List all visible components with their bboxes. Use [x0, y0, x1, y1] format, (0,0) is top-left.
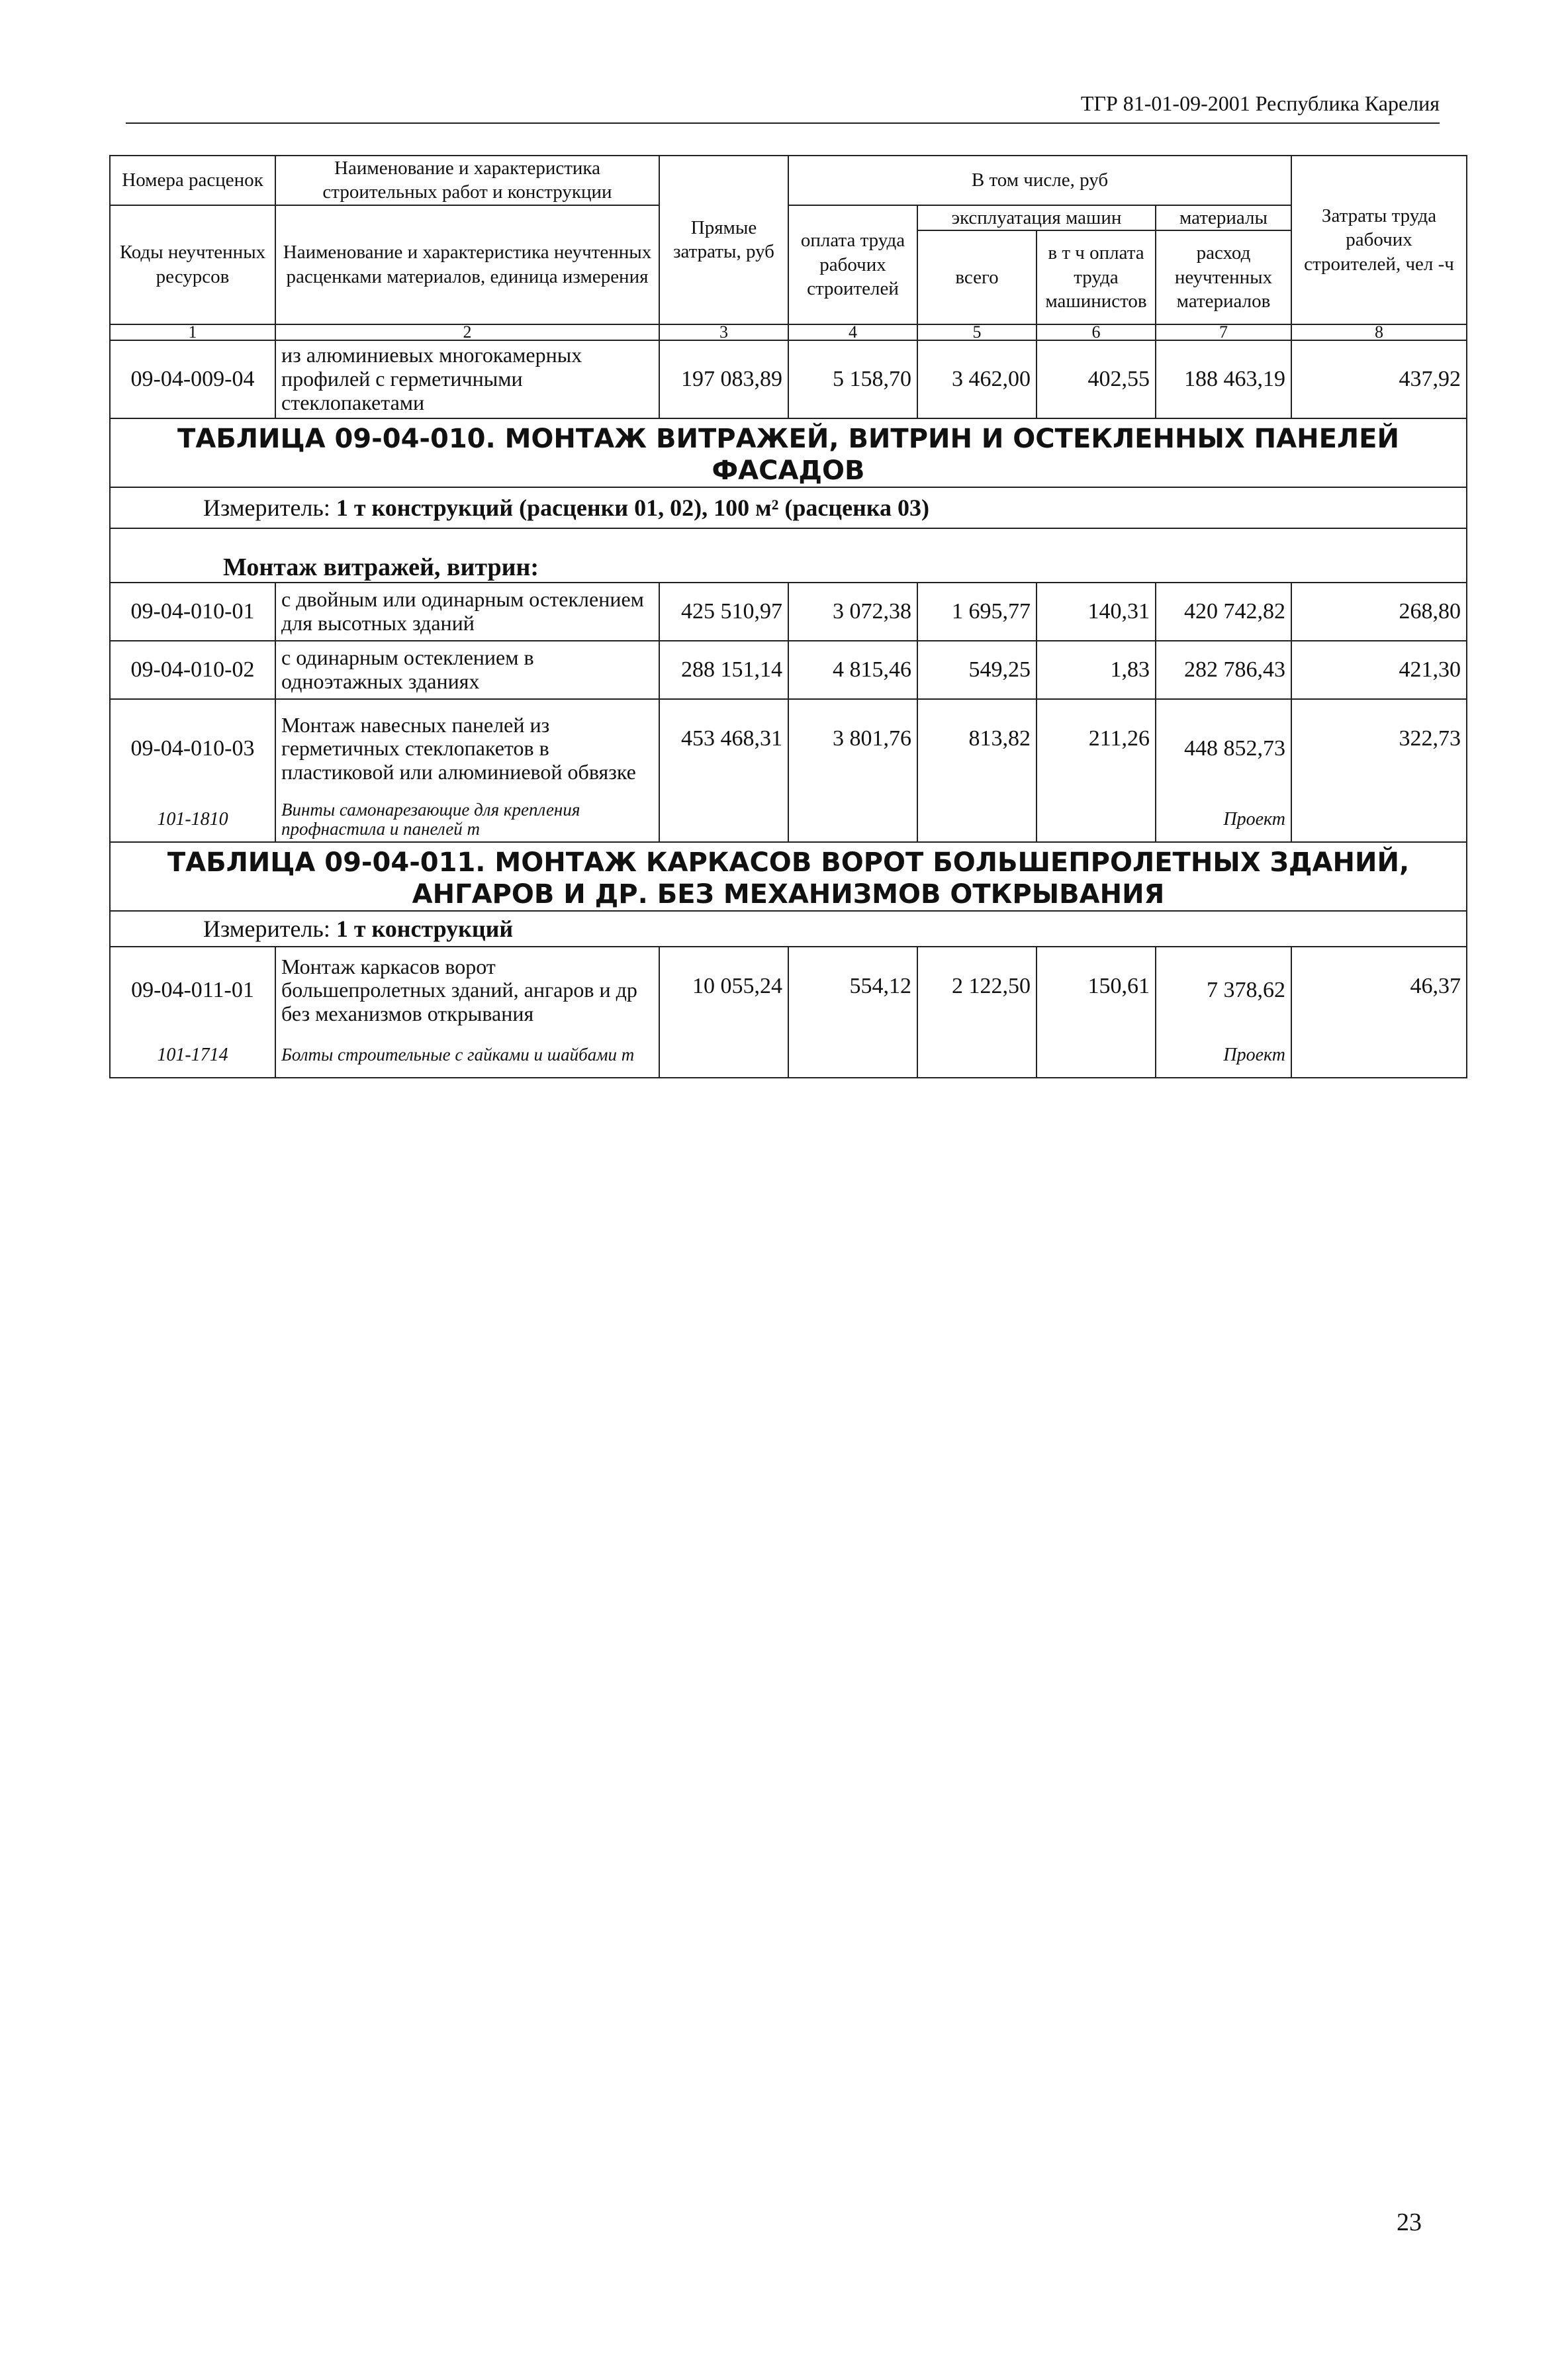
direct-costs-value: 453 468,31	[659, 699, 788, 842]
machines-labor-value: 1,83	[1037, 641, 1156, 699]
direct-costs-value: 10 055,24	[659, 947, 788, 1078]
rate-code: 09-04-010-01	[110, 583, 275, 641]
labor-pay-value: 5 158,70	[788, 340, 917, 418]
materials-value: 448 852,73	[1156, 699, 1291, 798]
table-row	[110, 583, 1467, 641]
resource-description: Винты самонарезающие для крепления профнастила и панелей т	[275, 798, 659, 842]
machines-total-value: 1 695,77	[917, 583, 1037, 641]
table-010-title: ТАБЛИЦА 09-04-010. МОНТАЖ ВИТРАЖЕЙ, ВИТРИН И ОСТЕКЛЕННЫХ ПАНЕЛЕЙ ФАСАДОВ	[110, 418, 1467, 487]
header-machines-total: всего	[917, 230, 1037, 324]
direct-costs-value: 288 151,14	[659, 641, 788, 699]
header-codes-bottom: Коды неучтенных ресурсов	[110, 205, 275, 324]
table-row	[110, 699, 1467, 798]
section-title: Монтаж витражей, витрин:	[110, 528, 1467, 583]
table-title-row	[110, 418, 1467, 487]
labor-pay-value: 554,12	[788, 947, 917, 1078]
rate-description: Монтаж каркасов ворот большепролетных зданий, ангаров и др без механизмов открывания	[275, 947, 659, 1034]
rate-code: 09-04-009-04	[110, 340, 275, 418]
rate-description: с одинарным остеклением в одноэтажных зданиях	[275, 641, 659, 699]
labor-hours-value: 322,73	[1291, 699, 1467, 842]
header-direct-costs: Прямые затраты, руб	[659, 156, 788, 324]
rate-code: 09-04-011-01	[110, 947, 275, 1034]
column-number: 5	[917, 324, 1037, 340]
column-number: 3	[659, 324, 788, 340]
rate-description: с двойным или одинарным остеклением для высотных зданий	[275, 583, 659, 641]
table-measure-row	[110, 911, 1467, 947]
header-including: В том числе, руб	[788, 156, 1291, 205]
direct-costs-value: 197 083,89	[659, 340, 788, 418]
labor-hours-value: 46,37	[1291, 947, 1467, 1078]
machines-labor-value: 150,61	[1037, 947, 1156, 1078]
header-name-bottom: Наименование и характеристика неучтенных расценками материалов, единица измерения	[275, 205, 659, 324]
materials-value: 188 463,19	[1156, 340, 1291, 418]
column-number: 7	[1156, 324, 1291, 340]
materials-value: 7 378,62	[1156, 947, 1291, 1034]
page-number: 23	[1397, 2208, 1422, 2236]
table-title-row	[110, 842, 1467, 911]
header-materials-unaccounted: расход неучтенных материалов	[1156, 230, 1291, 324]
machines-total-value: 813,82	[917, 699, 1037, 842]
machines-total-value: 2 122,50	[917, 947, 1037, 1078]
table-011-title: ТАБЛИЦА 09-04-011. МОНТАЖ КАРКАСОВ ВОРОТ БОЛЬШЕПРОЛЕТНЫХ ЗДАНИЙ, АНГАРОВ И ДР. БЕЗ МЕХАНИЗМОВ ОТКРЫВАНИЯ	[110, 842, 1467, 911]
labor-hours-value: 437,92	[1291, 340, 1467, 418]
machines-labor-value: 140,31	[1037, 583, 1156, 641]
measure-label: Измеритель:	[203, 494, 330, 521]
measure-value: 1 т конструкций (расценки 01, 02), 100 м² (расценка 03)	[336, 494, 930, 521]
machines-labor-value: 211,26	[1037, 699, 1156, 842]
direct-costs-value: 425 510,97	[659, 583, 788, 641]
table-measure-row	[110, 487, 1467, 528]
rate-description: Монтаж навесных панелей из герметичных стеклопакетов в пластиковой или алюминиевой обвязке	[275, 699, 659, 798]
header-labor-hours: Затраты труда рабочих строителей, чел -ч	[1291, 156, 1467, 324]
measure-value: 1 т конструкций	[336, 915, 514, 942]
rate-code: 09-04-010-02	[110, 641, 275, 699]
column-number: 4	[788, 324, 917, 340]
section-row	[110, 528, 1467, 583]
column-number: 2	[275, 324, 659, 340]
labor-hours-value: 421,30	[1291, 641, 1467, 699]
rate-description: из алюминиевых многокамерных профилей с герметичными стеклопакетами	[275, 340, 659, 418]
table-row	[110, 641, 1467, 699]
materials-value: 282 786,43	[1156, 641, 1291, 699]
header-rule	[126, 122, 1440, 124]
header-codes-top: Номера расценок	[110, 156, 275, 205]
column-number: 8	[1291, 324, 1467, 340]
header-labor-pay: оплата труда рабочих строителей	[788, 205, 917, 324]
table-row	[110, 340, 1467, 418]
labor-pay-value: 3 801,76	[788, 699, 917, 842]
measure-label: Измеритель:	[203, 915, 330, 942]
machines-labor-value: 402,55	[1037, 340, 1156, 418]
labor-pay-value: 4 815,46	[788, 641, 917, 699]
header-machines: эксплуатация машин	[917, 205, 1156, 230]
project-note: Проект	[1156, 798, 1291, 842]
header-machines-labor: в т ч оплата труда машинистов	[1037, 230, 1156, 324]
column-number: 1	[110, 324, 275, 340]
column-number: 6	[1037, 324, 1156, 340]
labor-pay-value: 3 072,38	[788, 583, 917, 641]
machines-total-value: 3 462,00	[917, 340, 1037, 418]
running-header: ТГР 81-01-09-2001 Республика Карелия	[1080, 91, 1440, 115]
labor-hours-value: 268,80	[1291, 583, 1467, 641]
materials-value: 420 742,82	[1156, 583, 1291, 641]
resource-description: Болты строительные с гайками и шайбами т	[275, 1034, 659, 1078]
price-table	[109, 155, 1467, 1078]
table-row	[110, 947, 1467, 1034]
machines-total-value: 549,25	[917, 641, 1037, 699]
project-note: Проект	[1156, 1034, 1291, 1078]
resource-code: 101-1714	[110, 1034, 275, 1078]
rate-code: 09-04-010-03	[110, 699, 275, 798]
resource-code: 101-1810	[110, 798, 275, 842]
header-materials: материалы	[1156, 205, 1291, 230]
header-name-top: Наименование и характеристика строительных работ и конструкции	[275, 156, 659, 205]
